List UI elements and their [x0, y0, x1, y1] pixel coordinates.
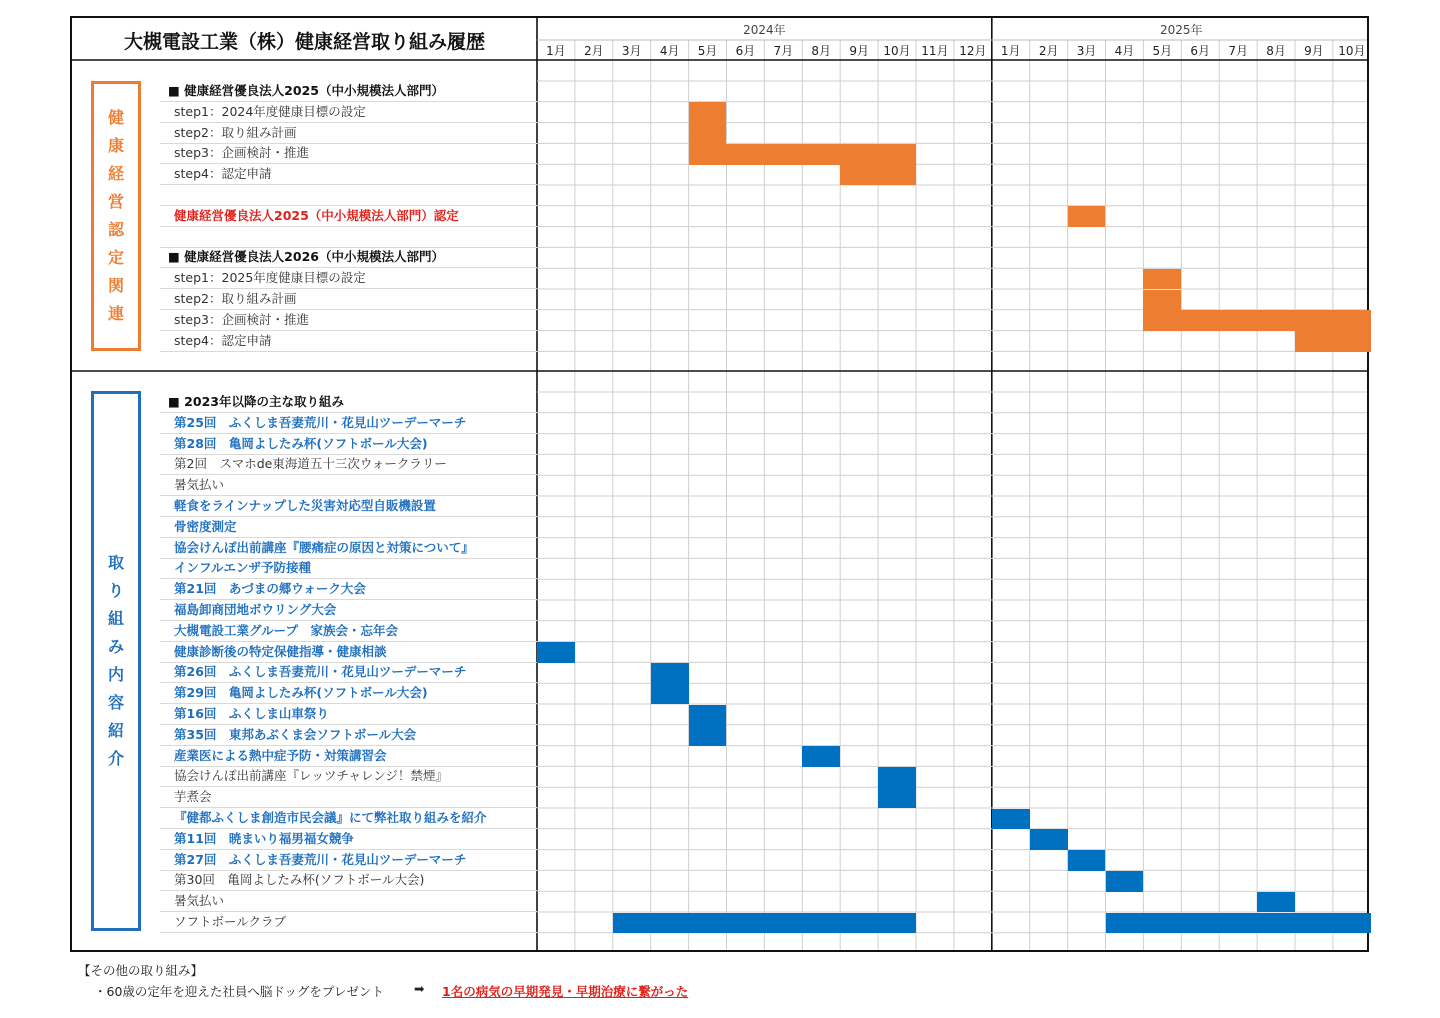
task-row — [160, 227, 537, 248]
section-label-char: 取 — [107, 553, 124, 572]
task-row: step2：取り組み計画 — [160, 289, 537, 310]
task-row: 産業医による熱中症予防・対策講習会 — [160, 746, 537, 767]
schedule-bar — [689, 123, 727, 144]
schedule-bar — [802, 746, 840, 767]
task-row: step3：企画検討・推進 — [160, 143, 537, 164]
task-row: 暑気払い — [160, 475, 537, 496]
task-row: 健康経営優良法人2025（中小規模法人部門）認定 — [160, 206, 537, 227]
schedule-bar — [689, 725, 727, 746]
schedule-bar — [1106, 913, 1371, 934]
task-row: 第28回 亀岡よしたみ杯(ソフトボール大会) — [160, 434, 537, 455]
task-row: step3：企画検討・推進 — [160, 310, 537, 331]
task-row: 協会けんぽ出前講座『レッツチャレンジ！禁煙』 — [160, 766, 537, 787]
schedule-bar — [1068, 206, 1106, 227]
schedule-bar — [651, 684, 689, 705]
section-label-char: 紹 — [107, 721, 124, 740]
task-row: 第27回 ふくしま吾妻荒川・花見山ツーデーマーチ — [160, 850, 537, 871]
schedule-bar — [878, 788, 916, 809]
section-label-char: 連 — [107, 304, 124, 323]
task-row: 暑気払い — [160, 891, 537, 912]
task-row: 『健都ふくしま創造市民会議』にて弊社取り組みを紹介 — [160, 808, 537, 829]
schedule-bar — [689, 705, 727, 726]
section-label-char: 容 — [107, 693, 124, 712]
month-label: 8月 — [1266, 44, 1286, 58]
month-label: 4月 — [659, 44, 680, 58]
month-label: 5月 — [697, 44, 718, 58]
task-row: ソフトボールクラブ — [160, 912, 537, 933]
task-row: 第29回 亀岡よしたみ杯(ソフトボール大会) — [160, 683, 537, 704]
task-row: 骨密度測定 — [160, 517, 537, 538]
schedule-bar — [1106, 871, 1144, 892]
month-label: 7月 — [773, 44, 794, 58]
month-label: 8月 — [811, 44, 832, 58]
section-label-char: 内 — [107, 665, 124, 684]
year-label: 2024年 — [743, 23, 786, 37]
schedule-bar — [689, 102, 727, 123]
schedule-bar — [1068, 850, 1106, 871]
schedule-bar — [1143, 310, 1370, 331]
section-label-char: 介 — [107, 749, 124, 768]
schedule-bar — [1295, 331, 1371, 352]
task-row: 福島卸商団地ボウリング大会 — [160, 600, 537, 621]
task-row: 第26回 ふくしま吾妻荒川・花見山ツーデーマーチ — [160, 662, 537, 683]
month-label: 7月 — [1228, 44, 1248, 58]
month-label: 9月 — [1304, 44, 1324, 58]
other-initiative-result: 1名の病気の早期発見・早期治療に繋がった — [442, 984, 689, 999]
task-row: 芋煮会 — [160, 787, 537, 808]
schedule-bar — [1257, 892, 1295, 913]
month-label: 1月 — [546, 44, 566, 58]
section-label — [91, 81, 141, 351]
schedule-bar — [992, 809, 1030, 830]
page-title: 大槻電設工業（株）健康経営取り組み履歴 — [123, 30, 485, 53]
task-row: 大槻電設工業グループ 家族会・忘年会 — [160, 621, 537, 642]
task-row: step4：認定申請 — [160, 331, 537, 352]
month-label: 6月 — [735, 44, 756, 58]
month-label: 10月 — [883, 44, 911, 58]
schedule-bar — [651, 663, 689, 684]
task-row: 軽食をラインナップした災害対応型自販機設置 — [160, 496, 537, 517]
section-label-char: 関 — [107, 276, 124, 295]
month-label: 2月 — [1038, 44, 1059, 58]
month-label: 9月 — [849, 44, 869, 58]
schedule-bar — [1143, 269, 1181, 290]
history-sheet — [70, 16, 1369, 952]
month-label: 4月 — [1114, 44, 1135, 58]
task-row: step2：取り組み計画 — [160, 123, 537, 144]
month-label: 1月 — [1000, 44, 1021, 58]
month-label: 6月 — [1190, 44, 1211, 58]
section-label-char: 定 — [107, 248, 124, 267]
task-row: step4：認定申請 — [160, 164, 537, 185]
month-label: 2月 — [584, 44, 604, 58]
section-label-char: り — [107, 581, 124, 600]
schedule-bar — [613, 913, 916, 934]
schedule-bar — [537, 642, 575, 663]
section-label-char: 健 — [107, 108, 124, 127]
section-label-char: 営 — [107, 192, 124, 211]
group-heading: ■ 2023年以降の主な取り組み — [160, 392, 537, 413]
task-row: 第25回 ふくしま吾妻荒川・花見山ツーデーマーチ — [160, 413, 537, 434]
gantt-layer — [72, 18, 1367, 950]
section-label-char: み — [107, 637, 124, 656]
year-label: 2025年 — [1160, 23, 1203, 37]
month-label: 3月 — [621, 44, 642, 58]
task-row: 健康診断後の特定保健指導・健康相談 — [160, 642, 537, 663]
schedule-bar — [1143, 290, 1181, 311]
schedule-bar — [840, 165, 916, 186]
section-label-char: 康 — [107, 136, 124, 155]
task-row: 協会けんぽ出前講座『腰痛症の原因と対策について』 — [160, 538, 537, 559]
task-row: step1：2024年度健康目標の設定 — [160, 102, 537, 123]
task-row: 第30回 亀岡よしたみ杯(ソフトボール大会) — [160, 870, 537, 891]
month-label: 3月 — [1076, 44, 1097, 58]
task-row: 第35回 東邦あぶくま会ソフトボール大会 — [160, 725, 537, 746]
other-initiatives-heading: 【その他の取り組み】 — [78, 963, 204, 978]
task-row: step1：2025年度健康目標の設定 — [160, 268, 537, 289]
month-label: 11月 — [921, 44, 949, 58]
schedule-bar — [878, 767, 916, 788]
task-row — [160, 185, 537, 206]
task-row: 第21回 あづまの郷ウォーク大会 — [160, 579, 537, 600]
arrow-icon: ➡ — [414, 981, 425, 996]
month-label: 10月 — [1338, 44, 1366, 58]
task-row: インフルエンザ予防接種 — [160, 558, 537, 579]
schedule-bar — [1030, 829, 1068, 850]
month-label: 5月 — [1152, 44, 1173, 58]
section-label — [91, 391, 141, 931]
group-heading: ■ 健康経営優良法人2026（中小規模法人部門） — [160, 247, 537, 268]
month-label: 12月 — [959, 44, 987, 58]
group-heading: ■ 健康経営優良法人2025（中小規模法人部門） — [160, 81, 537, 102]
task-row: 第2回 スマホde東海道五十三次ウォークラリー — [160, 454, 537, 475]
task-row: 第16回 ふくしま山車祭り — [160, 704, 537, 725]
section-label-char: 認 — [107, 220, 124, 239]
section-label-char: 組 — [107, 609, 124, 628]
task-row: 第11回 暁まいり福男福女競争 — [160, 829, 537, 850]
section-label-char: 経 — [107, 164, 124, 183]
schedule-bar — [689, 144, 916, 165]
other-initiative-item: ・60歳の定年を迎えた社員へ脳ドッグをプレゼント — [94, 984, 384, 999]
